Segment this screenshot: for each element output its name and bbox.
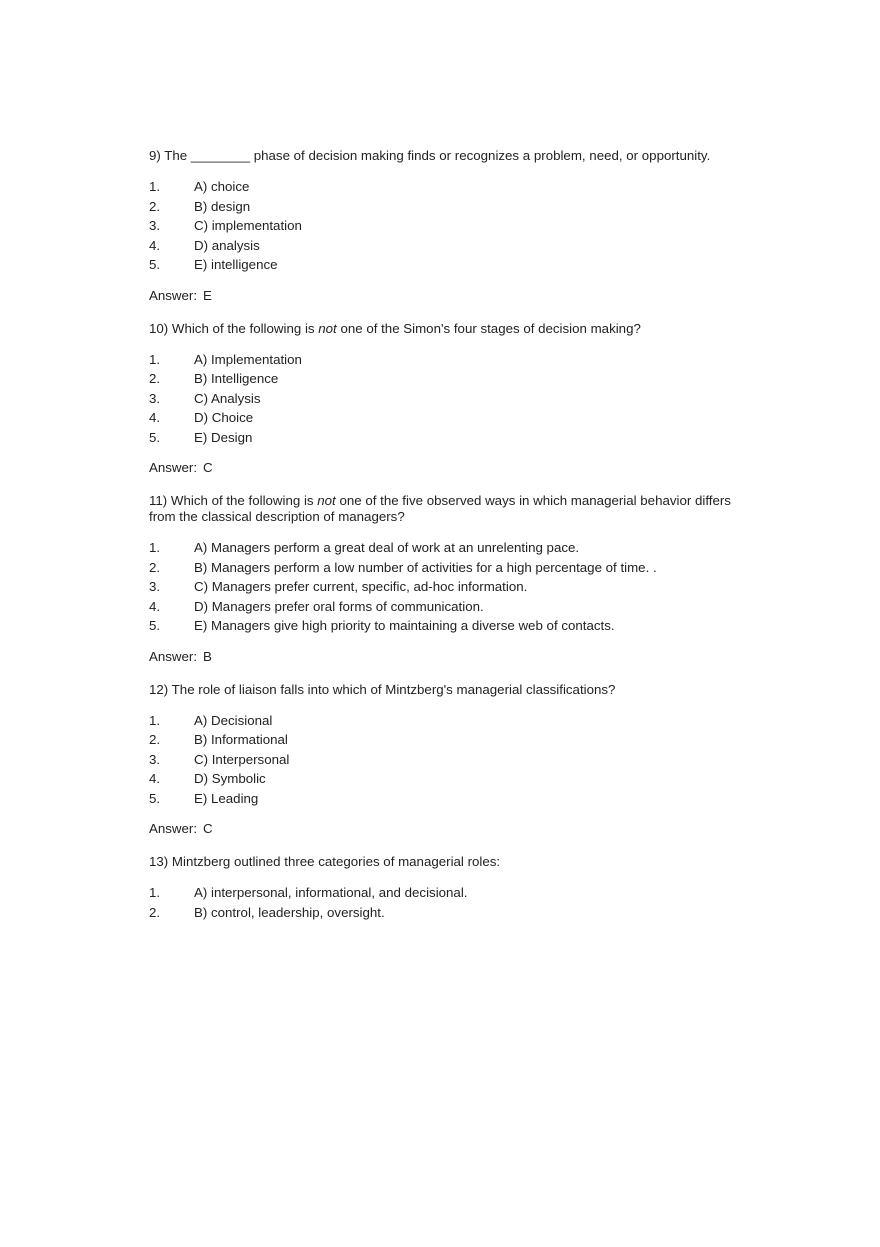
option-text: E) Managers give high priority to maintaining a diverse web of contacts. (194, 618, 615, 633)
option-number: 3. (149, 751, 161, 767)
question-text (149, 321, 749, 337)
option-item (149, 577, 749, 597)
option-item (149, 597, 749, 617)
option-number: 3. (149, 390, 161, 406)
option-number: 1. (149, 179, 161, 194)
answer-line (149, 649, 749, 665)
option-item (149, 216, 749, 236)
option-number: 2. (149, 732, 161, 747)
option-item (149, 369, 749, 389)
option-number: 5. (149, 790, 161, 806)
option-text: A) choice (194, 179, 250, 194)
answer-value: C (203, 460, 213, 475)
option-number: 1. (149, 885, 161, 900)
option-text: B) Informational (194, 732, 288, 747)
option-number: 4. (149, 410, 161, 425)
option-text: B) Managers perform a low number of activities for a high percentage of time. . (194, 559, 657, 575)
option-item (149, 428, 749, 448)
option-item (149, 750, 749, 770)
option-text: B) design (194, 198, 251, 214)
answer-label: Answer: (149, 648, 198, 664)
option-number: 5. (149, 429, 161, 445)
option-item (149, 177, 749, 197)
answer-line (149, 821, 749, 837)
option-text: D) Symbolic (194, 771, 266, 786)
answer-value: B (203, 648, 212, 664)
option-number: 2. (149, 904, 161, 920)
option-item (149, 350, 749, 370)
question-13 (149, 854, 749, 922)
question-text-after: one of the Simon's four stages of decision making? (336, 320, 641, 336)
answer-value: E (203, 287, 212, 303)
option-text: B) control, leadership, oversight. (194, 904, 385, 920)
question-text (149, 493, 749, 525)
option-number: 1. (149, 712, 161, 728)
question-text-before: 10) Which of the following is (149, 320, 319, 336)
question-emphasis: not (318, 320, 337, 336)
option-item (149, 711, 749, 731)
option-text: C) Analysis (194, 390, 261, 406)
question-text-before: 9) The ________ phase of decision making finds or recognizes a problem, need, or opportunity. (149, 148, 711, 163)
option-text: E) Design (194, 429, 253, 445)
option-number: 2. (149, 198, 161, 214)
answer-label: Answer: (149, 460, 198, 475)
answer-label: Answer: (149, 287, 198, 303)
option-number: 4. (149, 237, 161, 253)
answer-value: C (203, 821, 213, 836)
option-number: 3. (149, 579, 161, 594)
option-item (149, 558, 749, 578)
option-number: 1. (149, 540, 161, 555)
option-number: 1. (149, 351, 161, 367)
question-9 (149, 148, 749, 304)
question-text (149, 682, 749, 698)
option-list (149, 350, 749, 448)
option-list (149, 711, 749, 809)
question-text (149, 148, 749, 164)
option-text: A) Decisional (194, 712, 273, 728)
option-text: E) Leading (194, 790, 259, 806)
document-page (149, 148, 749, 935)
question-12 (149, 682, 749, 838)
option-number: 4. (149, 598, 161, 614)
question-emphasis: not (317, 493, 336, 508)
option-item (149, 789, 749, 809)
option-number: 5. (149, 257, 161, 272)
option-text: A) interpersonal, informational, and decisional. (194, 885, 468, 900)
option-number: 3. (149, 218, 161, 233)
option-number: 5. (149, 618, 161, 633)
question-text (149, 854, 749, 870)
option-item (149, 389, 749, 409)
question-10 (149, 321, 749, 477)
question-11 (149, 493, 749, 665)
option-text: B) Intelligence (194, 371, 279, 386)
option-item (149, 538, 749, 558)
option-text: C) implementation (194, 218, 302, 233)
option-item (149, 769, 749, 789)
answer-line (149, 460, 749, 476)
option-text: D) Managers prefer oral forms of communication. (194, 598, 484, 614)
option-item (149, 255, 749, 275)
option-item (149, 197, 749, 217)
question-text-before: 12) The role of liaison falls into which of Mintzberg's managerial classifications? (149, 681, 616, 697)
option-list (149, 883, 749, 922)
option-number: 2. (149, 559, 161, 575)
option-text: D) analysis (194, 237, 260, 253)
option-number: 4. (149, 771, 161, 786)
option-item (149, 883, 749, 903)
option-item (149, 730, 749, 750)
answer-label: Answer: (149, 821, 198, 836)
option-item (149, 903, 749, 923)
option-text: A) Managers perform a great deal of work at an unrelenting pace. (194, 540, 580, 555)
option-text: C) Interpersonal (194, 751, 290, 767)
question-text-after: one of the five observed ways in which managerial behavior differs from the classical description of managers? (149, 493, 731, 524)
option-list (149, 177, 749, 275)
option-number: 2. (149, 371, 161, 386)
option-text: C) Managers prefer current, specific, ad-hoc information. (194, 579, 528, 594)
option-text: A) Implementation (194, 351, 302, 367)
option-text: D) Choice (194, 410, 254, 425)
answer-line (149, 288, 749, 304)
question-text-before: 13) Mintzberg outlined three categories of managerial roles: (149, 854, 501, 869)
option-text: E) intelligence (194, 257, 278, 272)
question-text-before: 11) Which of the following is (149, 493, 318, 508)
option-list (149, 538, 749, 636)
option-item (149, 236, 749, 256)
option-item (149, 408, 749, 428)
option-item (149, 616, 749, 636)
